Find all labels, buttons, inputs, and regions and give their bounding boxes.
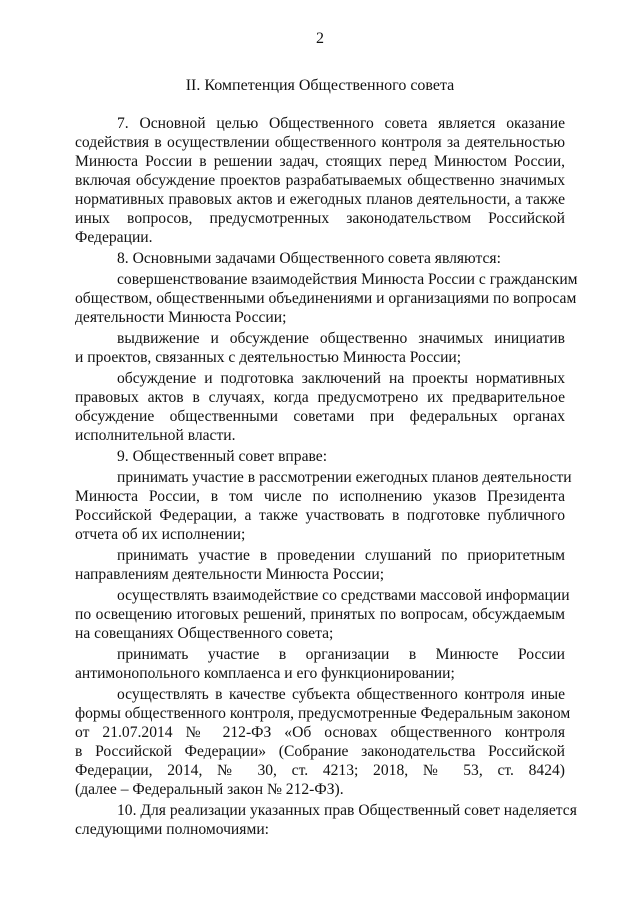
text-line: принимать участие в организации в Минюсте России — [117, 646, 565, 663]
text-line: отчета об их исполнении; — [75, 526, 246, 543]
text-line: и проектов, связанных с деятельностью Минюста России; — [75, 349, 462, 366]
text-line: от 21.07.2014 № 212-ФЗ «Об основах общественного контроля — [75, 724, 565, 741]
text-line: содействия в осуществлении общественного контроля за деятельностью — [75, 134, 565, 151]
text-line: принимать участие в проведении слушаний по приоритетным — [117, 547, 565, 564]
text-line: по освещению итоговых решений, принятых по вопросам, обсуждаемым — [75, 606, 565, 623]
paragraph — [75, 114, 565, 247]
text-line: правовых актов в случаях, когда предусмотрено их предварительное — [75, 389, 565, 406]
text-line: 9. Общественный совет вправе: — [117, 448, 328, 465]
page-number: 2 — [316, 30, 324, 47]
paragraph — [75, 586, 570, 643]
text-line: выдвижение и обсуждение общественно значимых инициатив — [117, 330, 565, 347]
text-line: осуществлять взаимодействие со средствами массовой информации — [117, 587, 570, 604]
paragraph — [75, 645, 565, 683]
text-line: принимать участие в рассмотрении ежегодных планов деятельности — [117, 469, 572, 486]
text-line: включая обсуждение проектов разрабатываемых общественно значимых — [75, 172, 565, 189]
text-line: деятельности Минюста России; — [75, 309, 287, 326]
paragraph — [75, 329, 565, 367]
paragraph — [75, 468, 572, 544]
text-line: обществом, общественными объединениями и организациями по вопросам — [75, 290, 577, 307]
text-line: нормативных правовых актов и ежегодных планов деятельности, а также — [75, 191, 565, 208]
section-title: II. Компетенция Общественного совета — [185, 77, 455, 94]
text-line: в Российской Федерации» (Собрание законодательства Российской — [75, 743, 565, 760]
text-line: исполнительной власти. — [75, 427, 236, 444]
paragraph — [75, 447, 565, 466]
text-line: антимонопольного комплаенса и его функционировании; — [75, 665, 455, 682]
paragraph — [75, 249, 565, 268]
text-line: совершенствование взаимодействия Минюста России с гражданским — [117, 271, 578, 288]
text-line: иных вопросов, предусмотренных законодательством Российской — [75, 210, 565, 227]
text-line: обсуждение и подготовка заключений на проекты нормативных — [117, 370, 565, 387]
text-line: 10. Для реализации указанных прав Общественный совет наделяется — [117, 802, 577, 819]
text-line: следующими полномочиями: — [75, 821, 269, 838]
text-line: Минюста России, в том числе по исполнению указов Президента — [75, 488, 565, 505]
text-line: Минюста России в решении задач, стоящих перед Минюстом России, — [75, 153, 565, 170]
text-line: формы общественного контроля, предусмотренные Федеральным законом — [75, 705, 571, 722]
text-line: осуществлять в качестве субъекта общественного контроля иные — [117, 686, 565, 703]
paragraph — [75, 685, 571, 799]
text-line: (далее – Федеральный закон № 212-ФЗ). — [75, 781, 344, 798]
text-line: Федерации. — [75, 229, 153, 246]
paragraph — [75, 801, 577, 839]
text-line: 7. Основной целью Общественного совета является оказание — [117, 115, 565, 132]
text-line: на совещаниях Общественного совета; — [75, 625, 334, 642]
text-line: направлениям деятельности Минюста России; — [75, 566, 385, 583]
text-line: 8. Основными задачами Общественного совета являются: — [117, 250, 501, 267]
text-line: Российской Федерации, а также участвовать в подготовке публичного — [75, 507, 565, 524]
text-line: Федерации, 2014, № 30, ст. 4213; 2018, № 53, ст. 8424) — [75, 762, 565, 779]
document-body — [75, 114, 578, 841]
paragraph — [75, 546, 565, 584]
text-line: обсуждение общественными советами при федеральных органах — [75, 408, 565, 425]
paragraph — [75, 270, 578, 327]
paragraph — [75, 369, 565, 445]
